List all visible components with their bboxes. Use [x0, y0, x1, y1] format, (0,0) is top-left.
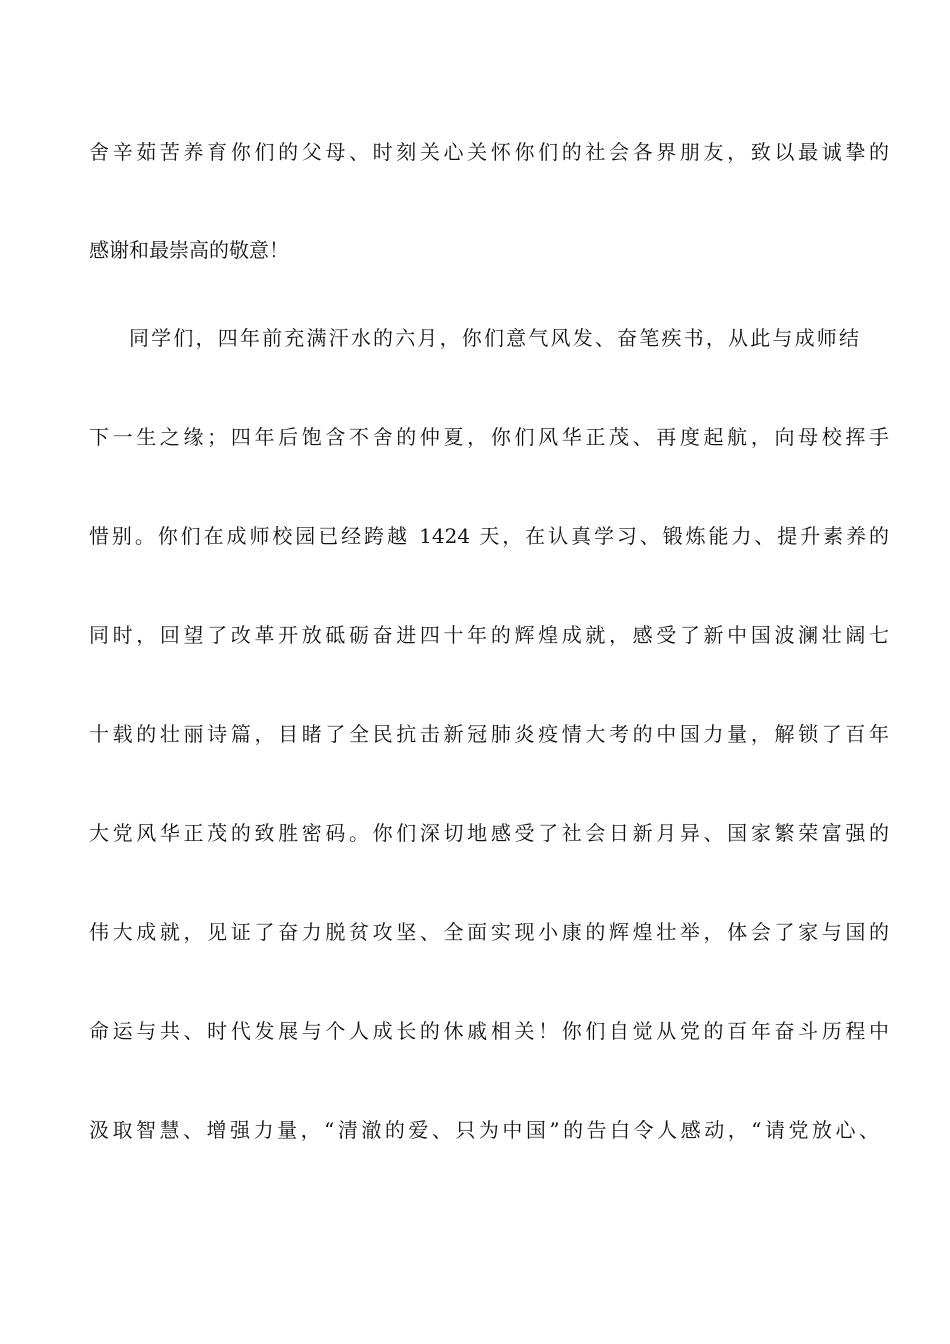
text-line-11: 汲取智慧、增强力量，“清澈的爱、只为中国”的告白令人感动，“请党放心、: [89, 1118, 879, 1142]
text-line-1: 舍辛茹苦养育你们的父母、时刻关心关怀你们的社会各界朋友，致以最诚挚的: [89, 140, 889, 164]
text-line-2: 感谢和最崇高的敬意！: [89, 238, 289, 262]
text-line-3: 同学们，四年前充满汗水的六月，你们意气风发、奋笔疾书，从此与成师结: [129, 326, 859, 350]
text-line-5: 惜别。你们在成师校园已经跨越 1424 天，在认真学习、锻炼能力、提升素养的: [89, 524, 889, 548]
text-line-9: 伟大成就，见证了奋力脱贫攻坚、全面实现小康的辉煌壮举，体会了家与国的: [89, 920, 889, 944]
text-line-10: 命运与共、时代发展与个人成长的休戚相关！你们自觉从党的百年奋斗历程中: [89, 1019, 889, 1043]
text-line-6: 同时，回望了改革开放砥砺奋进四十年的辉煌成就，感受了新中国波澜壮阔七: [89, 623, 889, 647]
text-line-8: 大党风华正茂的致胜密码。你们深切地感受了社会日新月异、国家繁荣富强的: [89, 821, 889, 845]
text-line-7: 十载的壮丽诗篇，目睹了全民抗击新冠肺炎疫情大考的中国力量，解锁了百年: [89, 722, 889, 746]
text-line-4: 下一生之缘；四年后饱含不舍的仲夏，你们风华正茂、再度起航，向母校挥手: [89, 425, 889, 449]
